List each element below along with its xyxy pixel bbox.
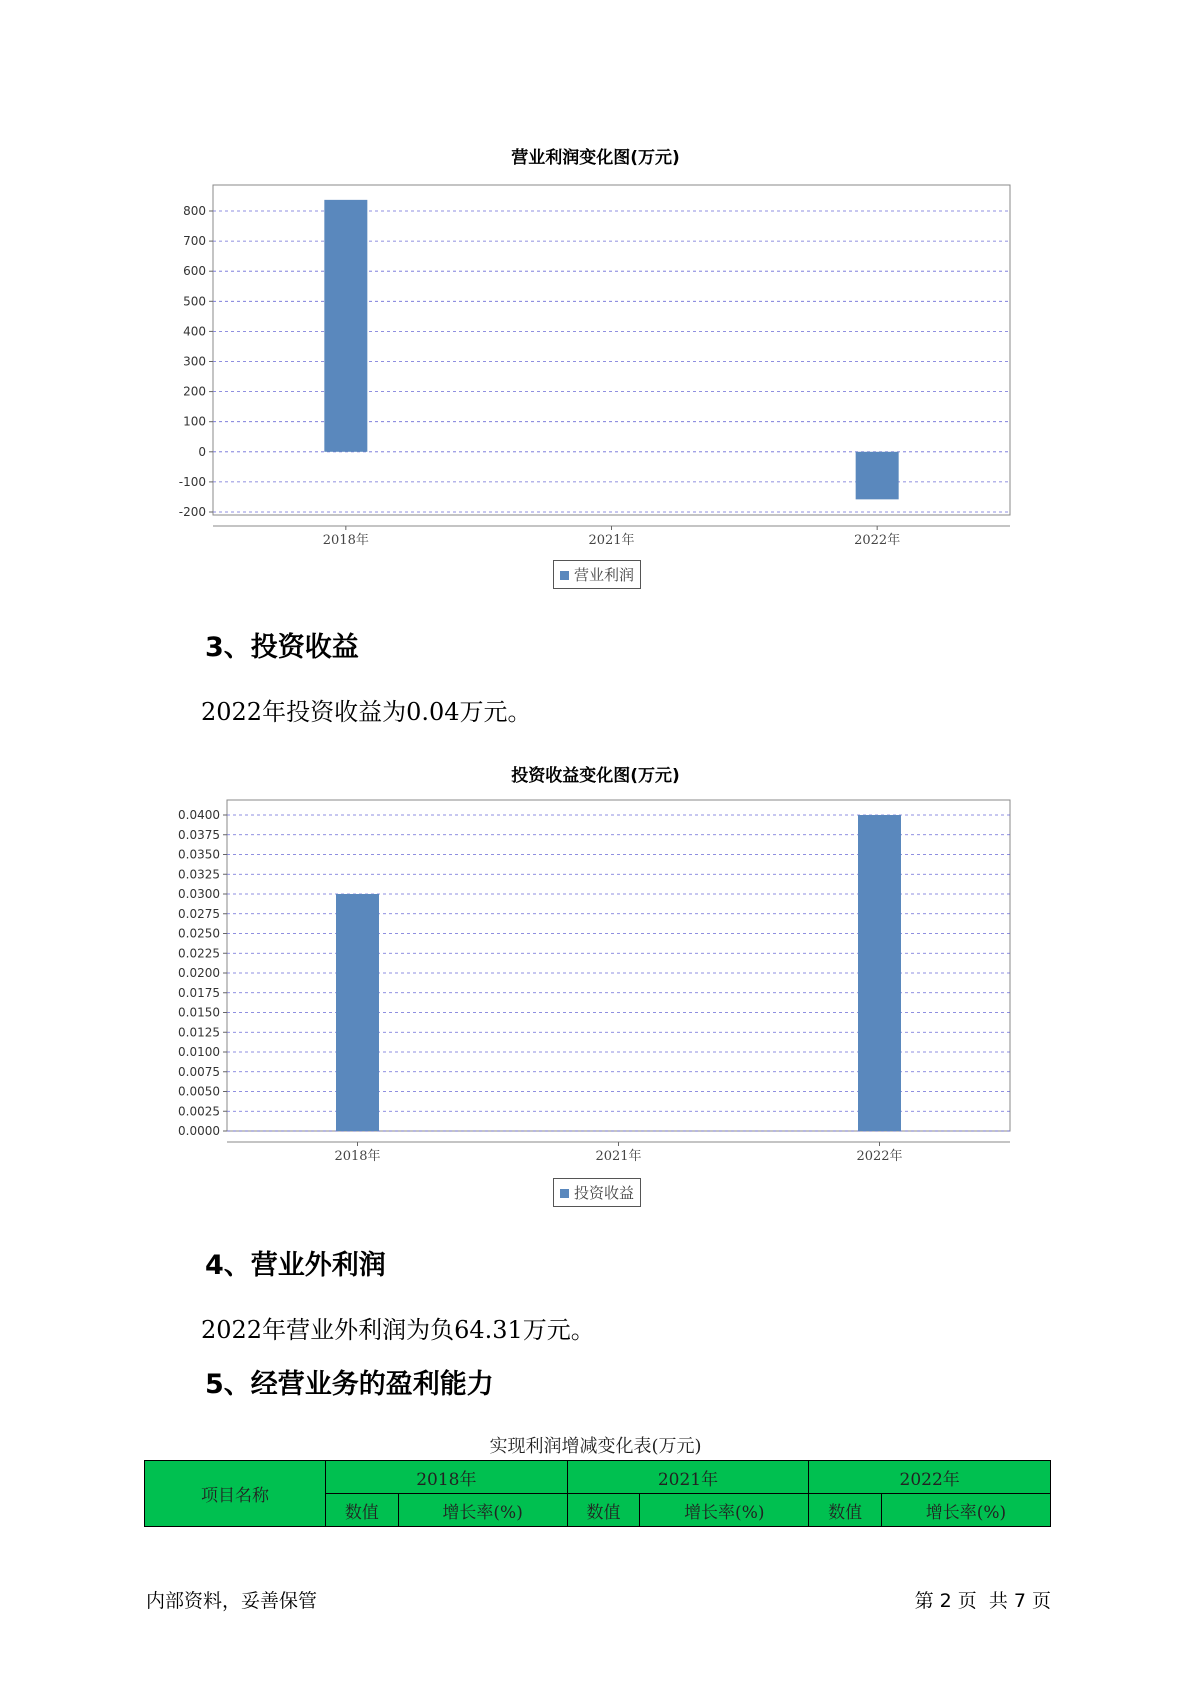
- y-tick-label: 200: [183, 384, 206, 399]
- y-tick-label: 0.0325: [178, 867, 220, 882]
- y-tick-label: 800: [183, 204, 206, 218]
- value-header: 数值: [326, 1494, 399, 1527]
- bar: [858, 815, 901, 1131]
- legend-label: 投资收益: [574, 1184, 635, 1202]
- y-tick-label: 700: [183, 234, 206, 249]
- growth-header: 增长率(%): [640, 1494, 809, 1527]
- non-operating-profit-text: 2022年营业外利润为负64.31万元。: [201, 1316, 595, 1344]
- y-tick-label: 0.0275: [178, 906, 220, 921]
- x-tick-label: 2018年: [334, 1149, 381, 1164]
- year-header-2021: 2021年: [567, 1461, 809, 1494]
- profitability-heading: 5、经营业务的盈利能力: [205, 1369, 494, 1400]
- y-tick-label: 0.0125: [178, 1025, 220, 1040]
- y-tick-label: 500: [183, 294, 206, 309]
- profit-change-table: [144, 1460, 1051, 1527]
- y-tick-label: 0.0200: [178, 966, 220, 980]
- y-tick-label: 0.0100: [178, 1045, 220, 1059]
- value-header: 数值: [567, 1494, 640, 1527]
- year-header-2018: 2018年: [326, 1461, 568, 1494]
- x-tick-label: 2021年: [595, 1149, 642, 1164]
- y-tick-label: 0.0150: [178, 1005, 220, 1020]
- table-header-row: [145, 1461, 1051, 1494]
- investment-income-text: 2022年投资收益为0.04万元。: [201, 698, 532, 726]
- footer-page-number: 第 2 页 共 7 页: [914, 1590, 1051, 1612]
- operating-profit-chart-title: 营业利润变化图(万元): [511, 148, 680, 168]
- y-tick-label: 0.0025: [178, 1104, 220, 1119]
- y-tick-label: 0.0350: [178, 847, 220, 862]
- y-tick-label: -200: [178, 505, 206, 519]
- y-tick-label: 0.0000: [178, 1124, 220, 1138]
- growth-header: 增长率(%): [881, 1494, 1050, 1527]
- y-tick-label: 0.0375: [178, 827, 220, 842]
- y-tick-label: 0.0250: [178, 926, 220, 941]
- y-tick-label: -100: [178, 474, 206, 489]
- y-tick-label: 400: [183, 324, 206, 339]
- y-tick-label: 0.0225: [178, 946, 220, 961]
- y-tick-label: 0.0175: [178, 985, 220, 1000]
- growth-header: 增长率(%): [398, 1494, 567, 1527]
- x-tick-label: 2022年: [854, 533, 901, 548]
- year-header-2022: 2022年: [809, 1461, 1051, 1494]
- y-tick-label: 0: [198, 444, 206, 459]
- investment-income-heading: 3、投资收益: [205, 632, 359, 663]
- value-header: 数值: [809, 1494, 882, 1527]
- bar: [336, 894, 379, 1131]
- item-name-header: 项目名称: [145, 1461, 326, 1527]
- investment-income-legend: [553, 1178, 641, 1207]
- non-operating-profit-heading: 4、营业外利润: [205, 1250, 386, 1281]
- y-tick-label: 300: [183, 354, 206, 369]
- legend-swatch: [560, 1189, 569, 1198]
- y-tick-label: 600: [183, 264, 206, 279]
- y-tick-label: 0.0075: [178, 1064, 220, 1079]
- investment-income-chart-title: 投资收益变化图(万元): [511, 766, 680, 786]
- x-tick-label: 2021年: [588, 533, 635, 548]
- legend-label: 营业利润: [574, 566, 635, 584]
- x-tick-label: 2022年: [856, 1149, 903, 1164]
- y-tick-label: 0.0400: [178, 808, 220, 822]
- y-tick-label: 0.0050: [178, 1084, 220, 1099]
- profit-table-title: 实现利润增减变化表(万元): [489, 1436, 702, 1457]
- y-tick-label: 100: [183, 414, 206, 429]
- footer-confidential: 内部资料，妥善保管: [146, 1590, 318, 1612]
- y-tick-label: 0.0300: [178, 887, 220, 901]
- x-tick-label: 2018年: [322, 533, 369, 548]
